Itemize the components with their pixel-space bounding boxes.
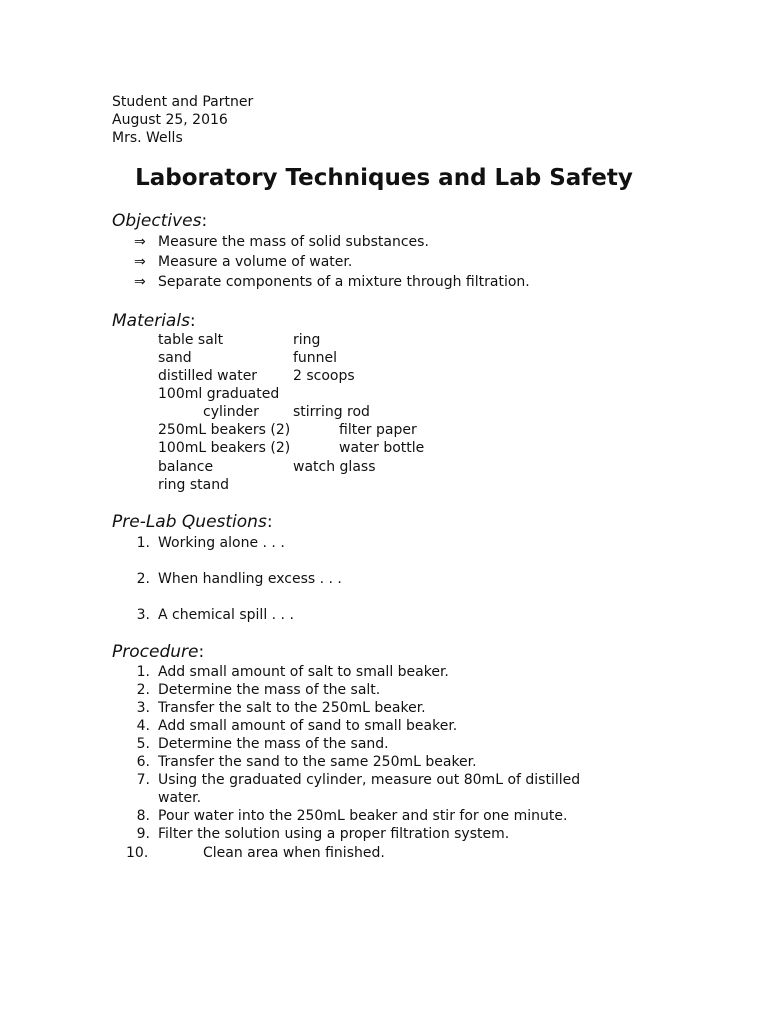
objective-item: Measure the mass of solid substances. [158,234,429,250]
material-item: table salt [158,332,224,348]
teacher-name: Mrs. Wells [112,130,183,146]
prelab-heading-text: Pre-Lab Questions [112,512,267,532]
material-item: watch glass [293,459,376,475]
material-item: 100ml graduated [158,386,280,402]
material-item: 100mL beakers (2) [158,440,291,456]
prelab-question: A chemical spill . . . [158,607,294,623]
material-item: distilled water [158,368,258,384]
procedure-step: Using the graduated cylinder, measure out 80mL of distilled [158,772,581,788]
material-item: 250mL beakers (2) [158,422,291,438]
arrow-icon: ⇒ [134,274,146,290]
date: August 25, 2016 [112,112,228,128]
arrow-icon: ⇒ [134,234,146,250]
procedure-number: 9. [136,826,150,842]
procedure-number: 5. [136,736,150,752]
procedure-number: 1. [136,664,150,680]
procedure-number: 6. [136,754,150,770]
prelab-number: 2. [136,571,150,587]
objectives-heading: Objectives: [112,211,208,231]
page-title: Laboratory Techniques and Lab Safety [135,165,633,191]
procedure-number: 7. [136,772,150,788]
student-name: Student and Partner [112,94,254,110]
procedure-number: 8. [136,808,150,824]
prelab-heading: Pre-Lab Questions: [112,512,273,532]
procedure-number: 2. [136,682,150,698]
material-item: ring [293,332,321,348]
header-block [112,93,253,147]
procedure-step: Add small amount of sand to small beaker. [158,718,458,734]
material-item: ring stand [158,477,229,493]
material-item: sand [158,350,192,366]
objective-item: Measure a volume of water. [158,254,353,270]
procedure-heading: Procedure: [112,642,205,662]
procedure-number: 10. [126,845,149,861]
procedure-number: 4. [136,718,150,734]
procedure-step: Transfer the salt to the 250mL beaker. [158,700,426,716]
procedure-number: 3. [136,700,150,716]
procedure-step: Transfer the sand to the same 250mL beaker. [158,754,477,770]
objective-item: Separate components of a mixture through filtration. [158,274,530,290]
procedure-step: Clean area when finished. [203,845,385,861]
material-item: water bottle [339,440,425,456]
procedure-step: Add small amount of salt to small beaker. [158,664,449,680]
material-item: filter paper [339,422,417,438]
materials-heading: Materials: [112,311,196,331]
procedure-heading-text: Procedure [112,642,199,662]
objectives-heading-text: Objectives [112,211,202,231]
material-item: funnel [293,350,338,366]
procedure-step: Determine the mass of the salt. [158,682,381,698]
procedure-step: Filter the solution using a proper filtration system. [158,826,510,842]
prelab-number: 3. [136,607,150,623]
procedure-step: Pour water into the 250mL beaker and stir for one minute. [158,808,568,824]
prelab-question: Working alone . . . [158,535,285,551]
material-item: 2 scoops [293,368,355,384]
arrow-icon: ⇒ [134,254,146,270]
procedure-step: Determine the mass of the sand. [158,736,389,752]
prelab-question: When handling excess . . . [158,571,342,587]
materials-heading-text: Materials [112,311,190,331]
material-item: stirring rod [293,404,370,420]
material-item: balance [158,459,214,475]
material-item: cylinder [203,404,259,420]
procedure-step-continuation: water. [158,790,202,806]
prelab-number: 1. [136,535,150,551]
